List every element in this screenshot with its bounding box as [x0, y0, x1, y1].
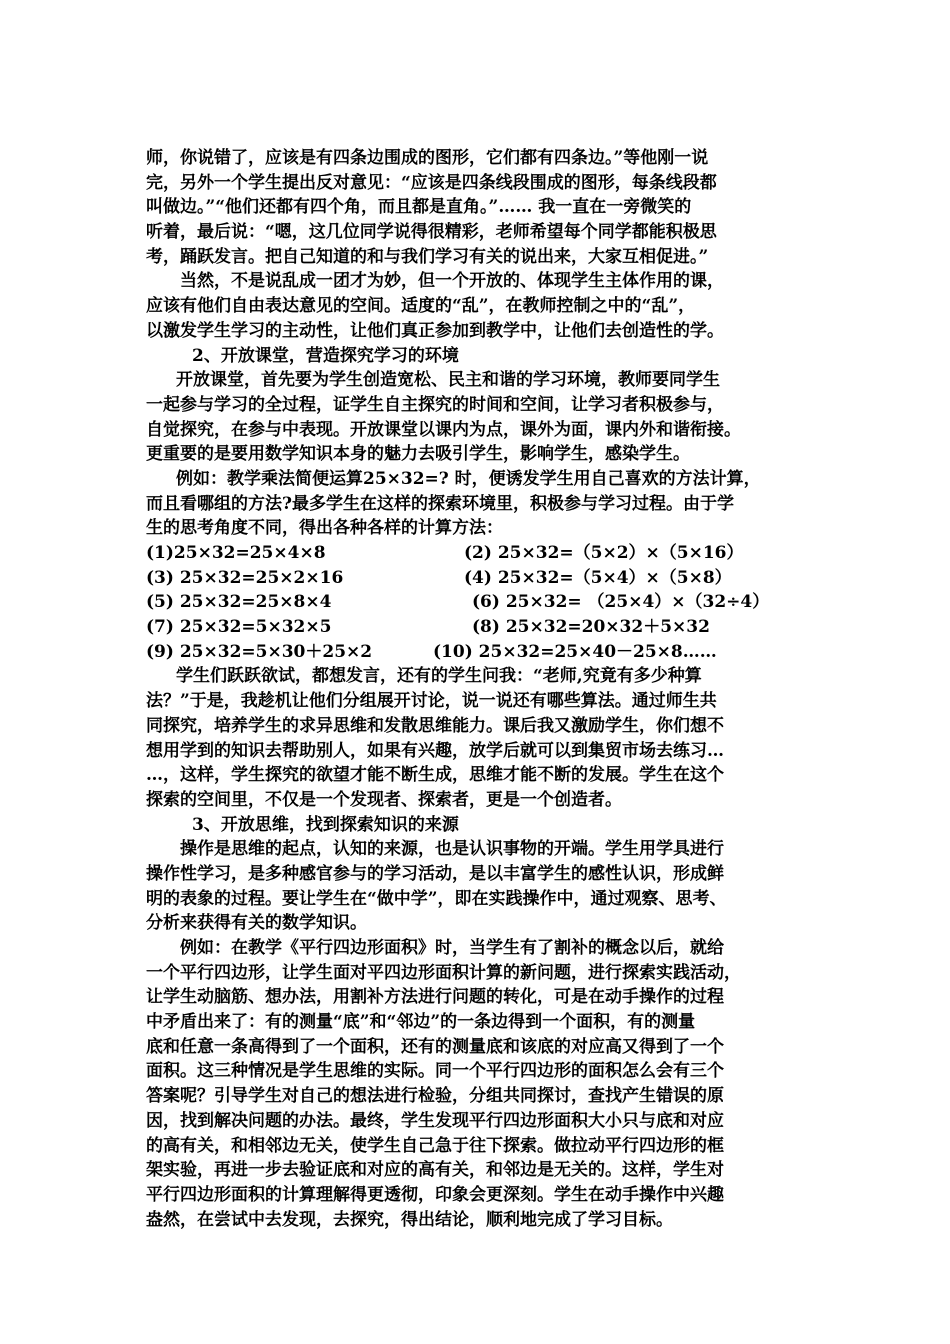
text-line: 叫做边。”“他们还都有四个角，而且都是直角。”…… 我一直在一旁微笑的	[146, 197, 692, 218]
text-line: 架实验，再进一步去验证底和对应的高有关，和邻边是无关的。这样，学生对	[146, 1160, 724, 1181]
paragraph-parallelogram-example	[146, 936, 814, 1232]
text-line: 更重要的是要用数学知识本身的魅力去吸引学生，影响学生，感染学生。	[146, 444, 690, 465]
method-right: (6) 25×32= （25×4）×（32÷4）	[472, 592, 770, 613]
text-line: 中矛盾出来了：有的测量“底”和“邻边”的一条边得到一个面积，有的测量	[146, 1012, 696, 1033]
paragraph-student-exploration	[146, 664, 814, 812]
text-line: 以激发学生学习的主动性，让他们真正参加到教学中，让他们去创造性的学。	[146, 320, 724, 341]
text-line: 开放课堂，首先要为学生创造宽松、民主和谐的学习环境，教师要同学生	[176, 370, 720, 391]
text-line: 学生们跃跃欲试，都想发言，还有的学生问我：“老师,究竟有多少种算	[176, 666, 702, 687]
method-row	[146, 615, 814, 640]
text-line: 例如：教学乘法简便运算25×32=? 时，便诱发学生用自己喜欢的方法计算，	[176, 468, 761, 489]
text-line: 法？”于是，我趁机让他们分组展开讨论，说一说还有哪些算法。通过师生共	[146, 691, 717, 712]
text-line: 当然，不是说乱成一团才为妙，但一个开放的、体现学生主体作用的课，	[180, 271, 724, 292]
text-line: …，这样，学生探究的欲望才能不断生成，思维才能不断的发展。学生在这个	[146, 765, 724, 786]
section-heading-2: 2、开放课堂，营造探究学习的环境	[192, 345, 459, 366]
method-right: (2) 25×32=（5×2）×（5×16）	[464, 543, 744, 563]
section-heading-3: 3、开放思维，找到探索知识的来源	[192, 814, 459, 835]
text-line: 应该有他们自由表达意见的空间。适度的“乱”，在教师控制之中的“乱”，	[146, 296, 696, 317]
calculation-methods-list	[146, 541, 814, 664]
method-right: (10) 25×32=25×40－25×8……	[433, 641, 717, 662]
paragraph-disorder	[146, 269, 814, 343]
paragraph-multiplication-example	[146, 467, 814, 541]
method-right: (8) 25×32=20×32＋5×32	[472, 617, 710, 638]
paragraph-open-classroom	[146, 368, 814, 467]
method-row	[146, 566, 814, 591]
text-line: 一个平行四边形，让学生面对平四边形面积计算的新问题，进行探索实践活动，	[146, 962, 741, 983]
text-line: 例如：在教学《平行四边形面积》时，当学生有了割补的概念以后，就给	[180, 938, 724, 958]
text-line: 操作是思维的起点，认知的来源，也是认识事物的开端。学生用学具进行	[180, 839, 724, 860]
paragraph-operation-thinking	[146, 837, 814, 936]
method-row	[146, 590, 814, 615]
text-line: 答案呢？引导学生对自己的想法进行检验，分组共同探讨，查找产生错误的原	[146, 1086, 724, 1107]
text-line: 让学生动脑筋、想办法，用割补方法进行问题的转化，可是在动手操作的过程	[146, 987, 724, 1008]
text-line: 完，另外一个学生提出反对意见：“应该是四条线段围成的图形，每条线段都	[146, 172, 717, 193]
text-line: 分析来获得有关的数学知识。	[146, 913, 367, 934]
text-line: 考，踊跃发言。把自己知道的和与我们学习有关的说出来，大家互相促进。”	[146, 246, 709, 267]
paragraph-dialogue	[146, 146, 814, 269]
method-left: (3) 25×32=25×2×16	[146, 567, 344, 588]
text-line: 探索的空间里，不仅是一个发现者、探索者，更是一个创造者。	[146, 789, 622, 810]
method-row	[146, 640, 814, 665]
method-left: (7) 25×32=5×32×5	[146, 617, 332, 638]
text-line: 一起参与学习的全过程，证学生自主探究的时间和空间，让学习者积极参与，	[146, 394, 724, 415]
text-line: 因，找到解决问题的办法。最终，学生发现平行四边形面积大小只与底和对应	[146, 1110, 724, 1131]
text-line: 同探究，培养学生的求异思维和发散思维能力。课后我又激励学生，你们想不	[146, 715, 724, 736]
text-line: 操作性学习，是多种感官参与的学习活动，是以丰富学生的感性认识，形成鲜	[146, 863, 724, 884]
text-line: 听着，最后说：“嗯，这几位同学说得很精彩，老师希望每个同学都能积极思	[146, 222, 717, 243]
text-line: 师，你说错了，应该是有四条边围成的图形，它们都有四条边。”等他刚一说	[146, 148, 709, 168]
text-line: 的高有关，和相邻边无关，使学生自己急于往下探索。做拉动平行四边形的框	[146, 1135, 724, 1156]
text-line: 自觉探究，在参与中表现。开放课堂以课内为点，课外为面，课内外和谐衔接。	[146, 419, 741, 440]
text-line: 平行四边形面积的计算理解得更透彻，印象会更深刻。学生在动手操作中兴趣	[146, 1184, 724, 1205]
text-line: 盎然，在尝试中去发现，去探究，得出结论，顺利地完成了学习目标。	[146, 1209, 673, 1230]
method-left: (9) 25×32=5×30＋25×2	[146, 641, 373, 662]
method-right: (4) 25×32=（5×4）×（5×8）	[464, 567, 732, 588]
document-body	[146, 146, 814, 1232]
text-line: 面积。这三种情况是学生思维的实际。同一个平行四边形的面积怎么会有三个	[146, 1061, 724, 1082]
method-left: (1)25×32=25×4×8	[146, 543, 326, 563]
method-row	[146, 541, 814, 566]
text-line: 底和任意一条高得到了一个面积，还有的测量底和该底的对应高又得到了一个	[146, 1036, 724, 1057]
text-line: 明的表象的过程。要让学生在“做中学”，即在实践操作中，通过观察、思考、	[146, 888, 727, 909]
text-line: 生的思考角度不同，得出各种各样的计算方法：	[146, 518, 503, 539]
text-line: 而且看哪组的方法?最多学生在这样的探索环境里，积极参与学习过程。由于学	[146, 493, 734, 514]
text-line: 想用学到的知识去帮助别人，如果有兴趣，放学后就可以到集贸市场去练习…	[146, 740, 724, 761]
method-left: (5) 25×32=25×8×4	[146, 592, 332, 613]
